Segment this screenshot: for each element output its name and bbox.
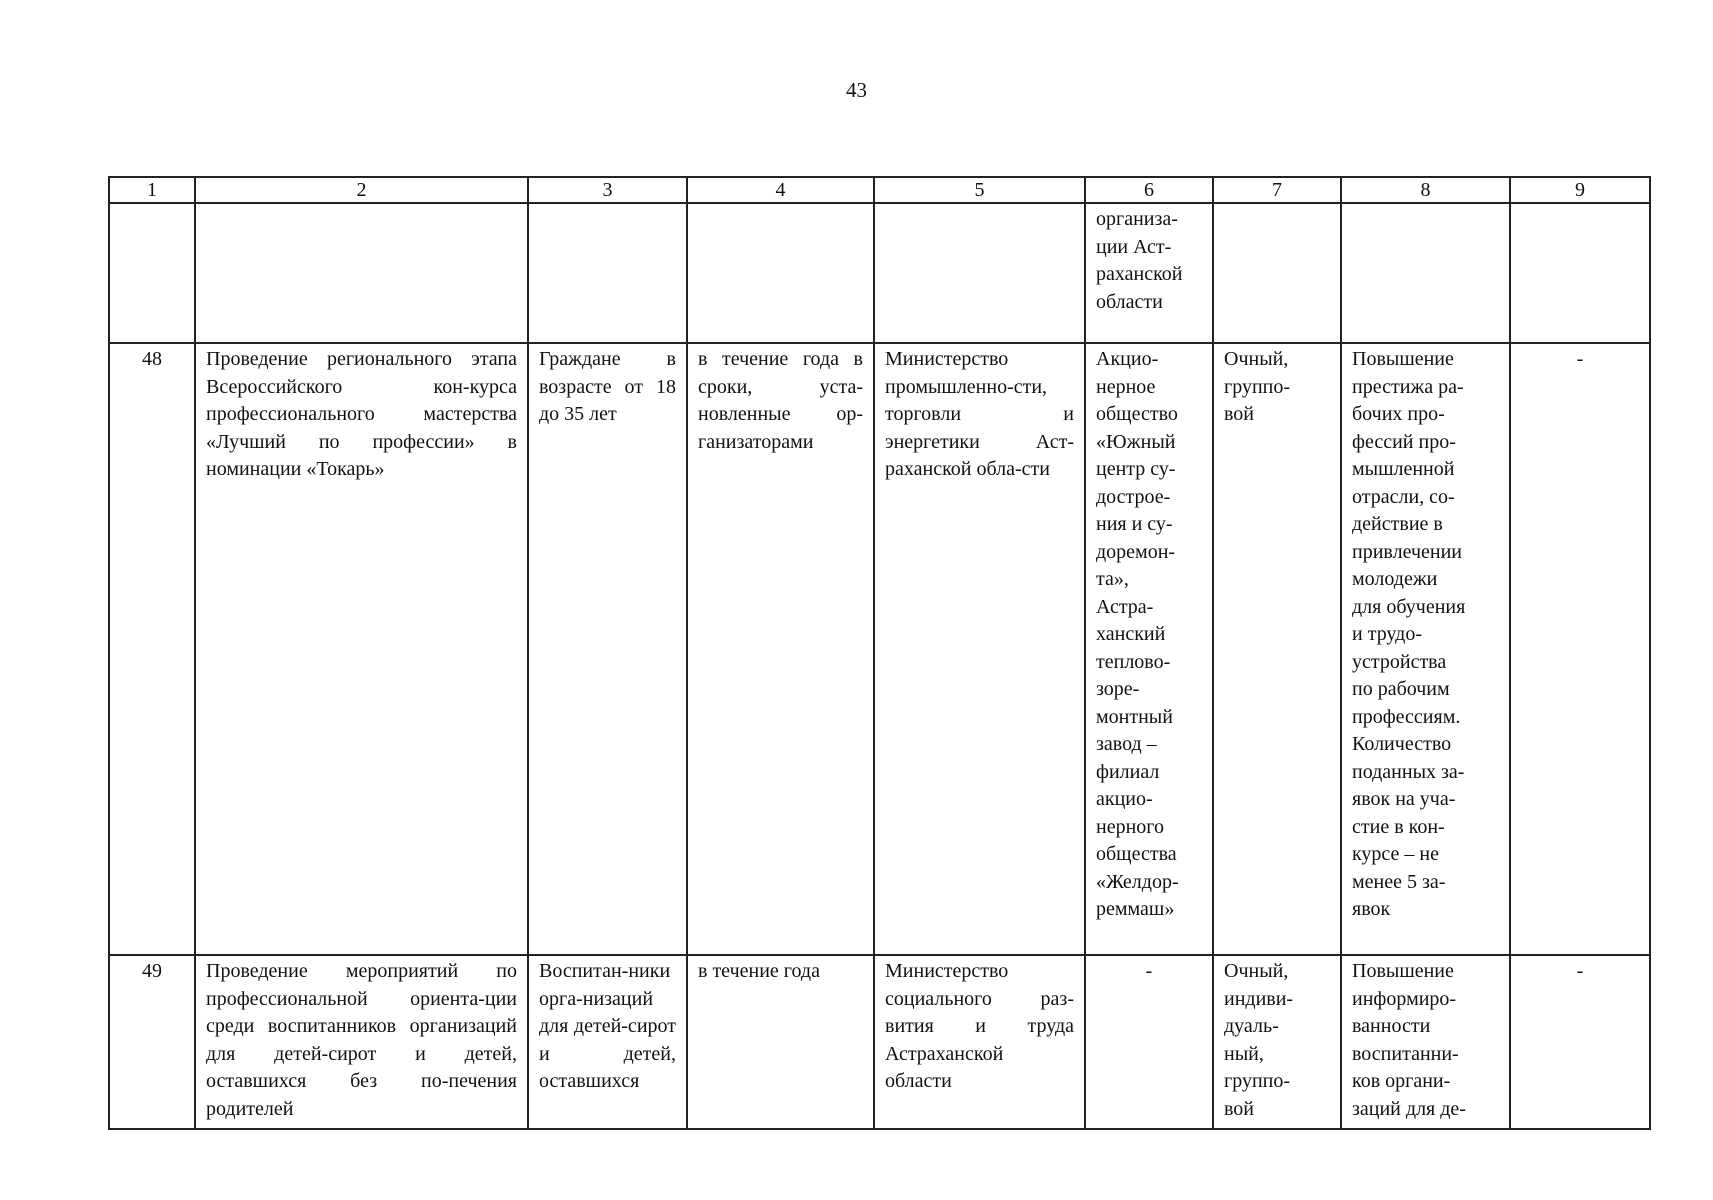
page-number: 43 (846, 78, 867, 102)
column-header: 4 (687, 177, 874, 203)
cell-result: Повышение информиро- ванности воспитанни- ков органи- заций для де- (1341, 955, 1510, 1129)
plan-table (108, 176, 1651, 1130)
cell-participants: Граждане в возрасте от 18 до 35 лет (528, 343, 687, 955)
column-header: 9 (1510, 177, 1650, 203)
column-header: 5 (874, 177, 1085, 203)
cell-result (1341, 203, 1510, 343)
cell-number (109, 203, 195, 343)
column-header: 7 (1213, 177, 1341, 203)
cell-format: Очный, группо- вой (1213, 343, 1341, 955)
cell-number: 48 (109, 343, 195, 955)
cell-responsible: Министерство промышленно-сти, торговли и энергетики Аст-раханской обла-сти (874, 343, 1085, 955)
column-header: 1 (109, 177, 195, 203)
column-header: 2 (195, 177, 528, 203)
column-header: 6 (1085, 177, 1213, 203)
cell-result: Повышение престижа ра- бочих про- фессий про- мышленной отрасли, со- действие в привлечении молодежи для обучения и трудо- устройства по рабочим профессиям. Количество поданных за- явок на уча- стие в кон- курсе – не менее 5 за- явок (1341, 343, 1510, 955)
table-row (109, 203, 1650, 343)
cell-timing: в течение года (687, 955, 874, 1129)
cell-extra (1510, 203, 1650, 343)
table-row (109, 343, 1650, 955)
cell-number: 49 (109, 955, 195, 1129)
cell-format (1213, 203, 1341, 343)
cell-timing (687, 203, 874, 343)
cell-partners: организа- ции Аст- раханской области (1085, 203, 1213, 343)
column-header: 8 (1341, 177, 1510, 203)
cell-responsible: Министерство социального раз-вития и труда Астраханской области (874, 955, 1085, 1129)
column-header: 3 (528, 177, 687, 203)
cell-partners: - (1085, 955, 1213, 1129)
cell-partners: Акцио- нерное общество «Южный центр су- дострое- ния и су- доремон- та», Астра- ханский теплово- зоре- монтный завод – филиал акцио- нерного общества «Желдор- реммаш» (1085, 343, 1213, 955)
cell-participants (528, 203, 687, 343)
cell-extra: - (1510, 955, 1650, 1129)
cell-responsible (874, 203, 1085, 343)
cell-event: Проведение регионального этапа Всероссийского кон-курса профессионального мастерства «Лучший по профессии» в номинации «Токарь» (195, 343, 528, 955)
cell-participants: Воспитан-ники орга-низаций для детей-сирот и детей, оставшихся (528, 955, 687, 1129)
cell-event (195, 203, 528, 343)
cell-timing: в течение года в сроки, уста-новленные ор-ганизаторами (687, 343, 874, 955)
cell-format: Очный, индиви- дуаль- ный, группо- вой (1213, 955, 1341, 1129)
table-row (109, 955, 1650, 1129)
cell-extra: - (1510, 343, 1650, 955)
cell-event: Проведение мероприятий по профессиональной ориента-ции среди воспитанников организаций для детей-сирот и детей, оставшихся без по-печения родителей (195, 955, 528, 1129)
header-row (109, 177, 1650, 203)
